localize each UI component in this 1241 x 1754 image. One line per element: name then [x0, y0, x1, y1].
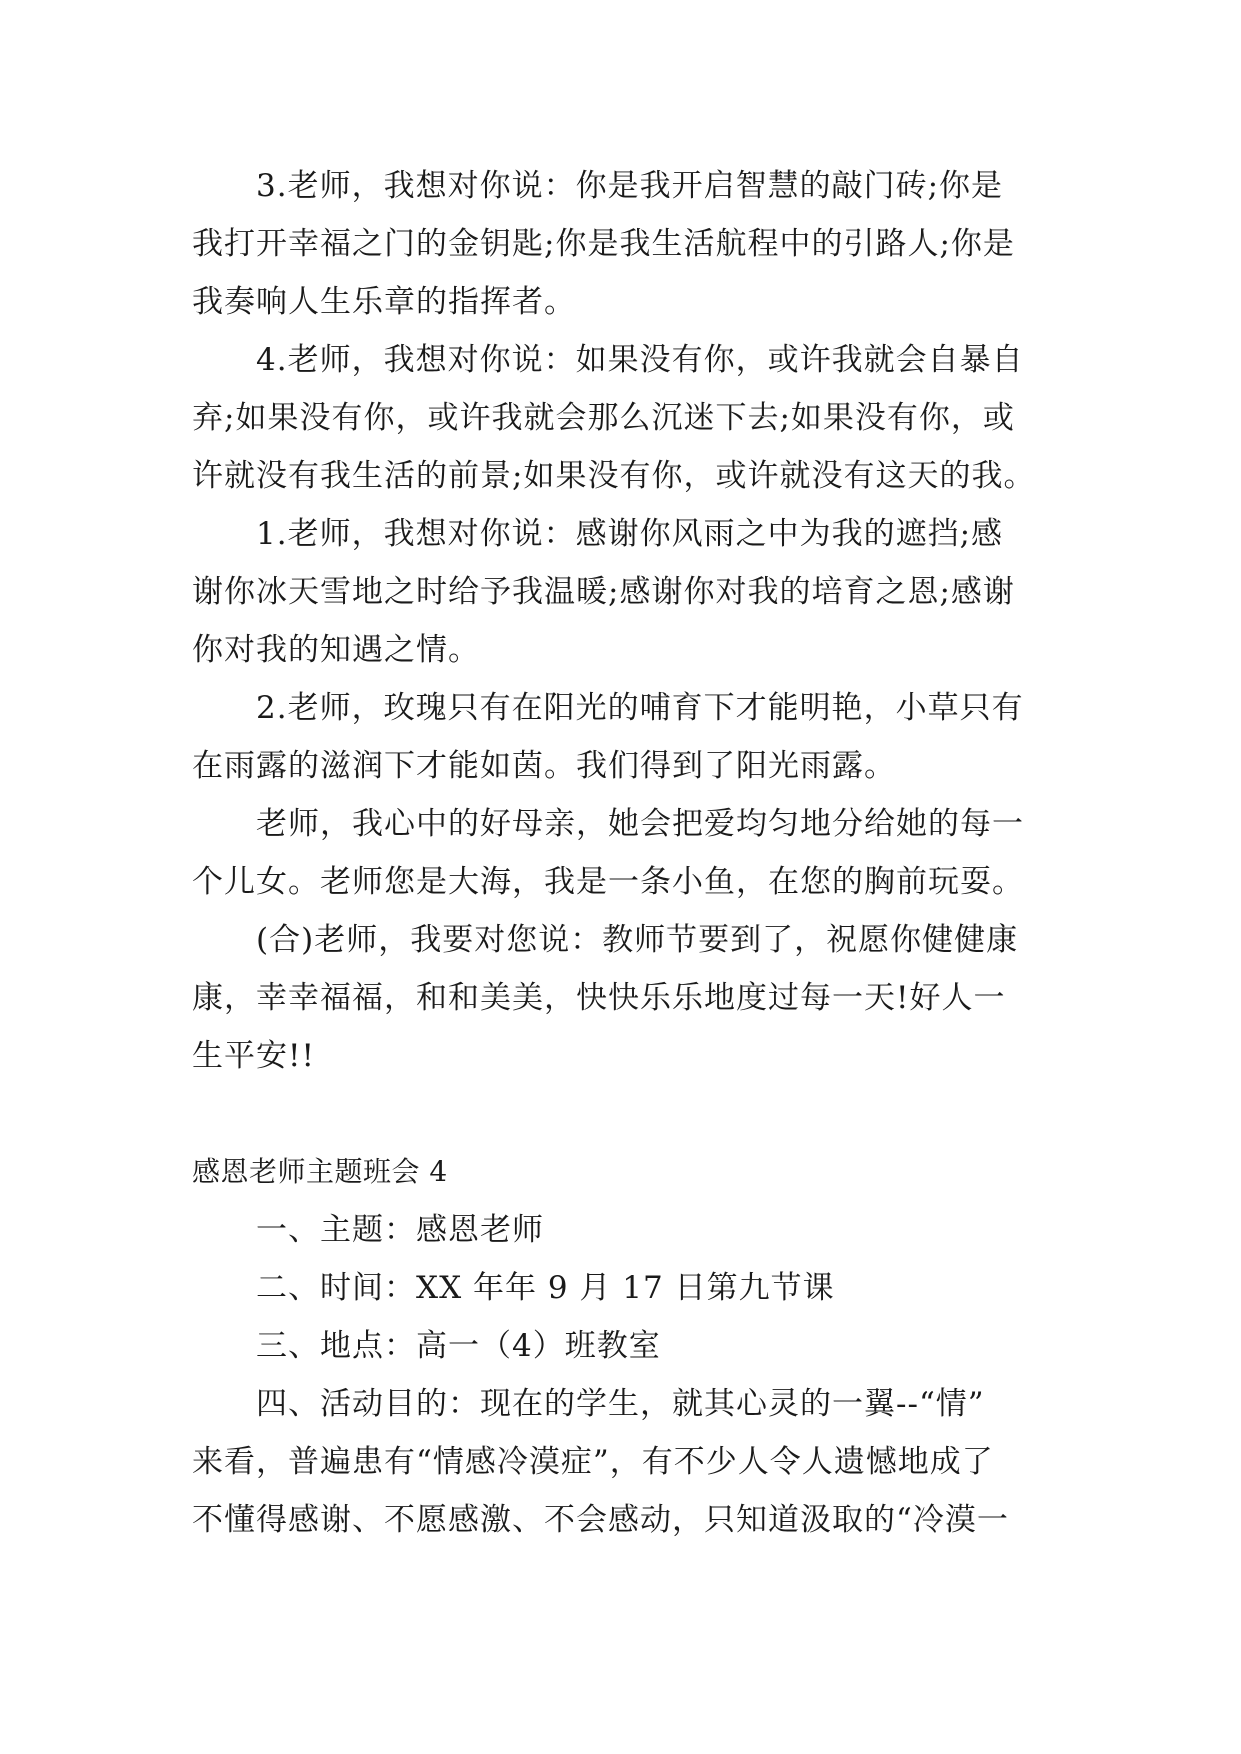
paragraph-line: 个儿女。老师您是大海，我是一条小鱼，在您的胸前玩耍。: [192, 864, 1024, 900]
paragraph-line: 弃;如果没有你，或许我就会那么沉迷下去;如果没有你，或: [192, 400, 1015, 436]
paragraph-line: 不懂得感谢、不愿感激、不会感动，只知道汲取的“冷漠一: [192, 1502, 1009, 1538]
list-item: 一、主题：感恩老师: [256, 1212, 544, 1248]
paragraph-line: 来看，普遍患有“情感冷漠症”，有不少人令人遗憾地成了: [192, 1444, 994, 1480]
paragraph-line: 我打开幸福之门的金钥匙;你是我生活航程中的引路人;你是: [192, 226, 1015, 262]
list-item: 四、活动目的：现在的学生，就其心灵的一翼--“情”: [256, 1386, 985, 1422]
paragraph-line: 4.老师，我想对你说：如果没有你，或许我就会自暴自: [256, 342, 1024, 378]
paragraph-line: 2.老师，玫瑰只有在阳光的哺育下才能明艳，小草只有: [256, 690, 1024, 726]
paragraph-line: 你对我的知遇之情。: [192, 632, 480, 668]
paragraph-line: 谢你冰天雪地之时给予我温暖;感谢你对我的培育之恩;感谢: [192, 574, 1015, 610]
list-item: 二、时间：XX 年年 9 月 17 日第九节课: [256, 1270, 835, 1306]
paragraph-line: 在雨露的滋润下才能如茵。我们得到了阳光雨露。: [192, 748, 896, 784]
paragraph-line: (合)老师，我要对您说：教师节要到了，祝愿你健健康: [256, 922, 1019, 958]
paragraph-line: 1.老师，我想对你说：感谢你风雨之中为我的遮挡;感: [256, 516, 1004, 552]
paragraph-line: 3.老师，我想对你说：你是我开启智慧的敲门砖;你是: [256, 168, 1004, 204]
paragraph-line: 康，幸幸福福，和和美美，快快乐乐地度过每一天!好人一: [192, 980, 1006, 1016]
paragraph-line: 许就没有我生活的前景;如果没有你，或许就没有这天的我。: [192, 458, 1036, 494]
paragraph-line: 生平安!!: [192, 1038, 315, 1074]
list-item: 三、地点：高一（4）班教室: [256, 1328, 661, 1364]
section-title: 感恩老师主题班会 4: [192, 1155, 448, 1188]
paragraph-line: 老师，我心中的好母亲，她会把爱均匀地分给她的每一: [256, 806, 1024, 842]
paragraph-line: 我奏响人生乐章的指挥者。: [192, 284, 576, 320]
